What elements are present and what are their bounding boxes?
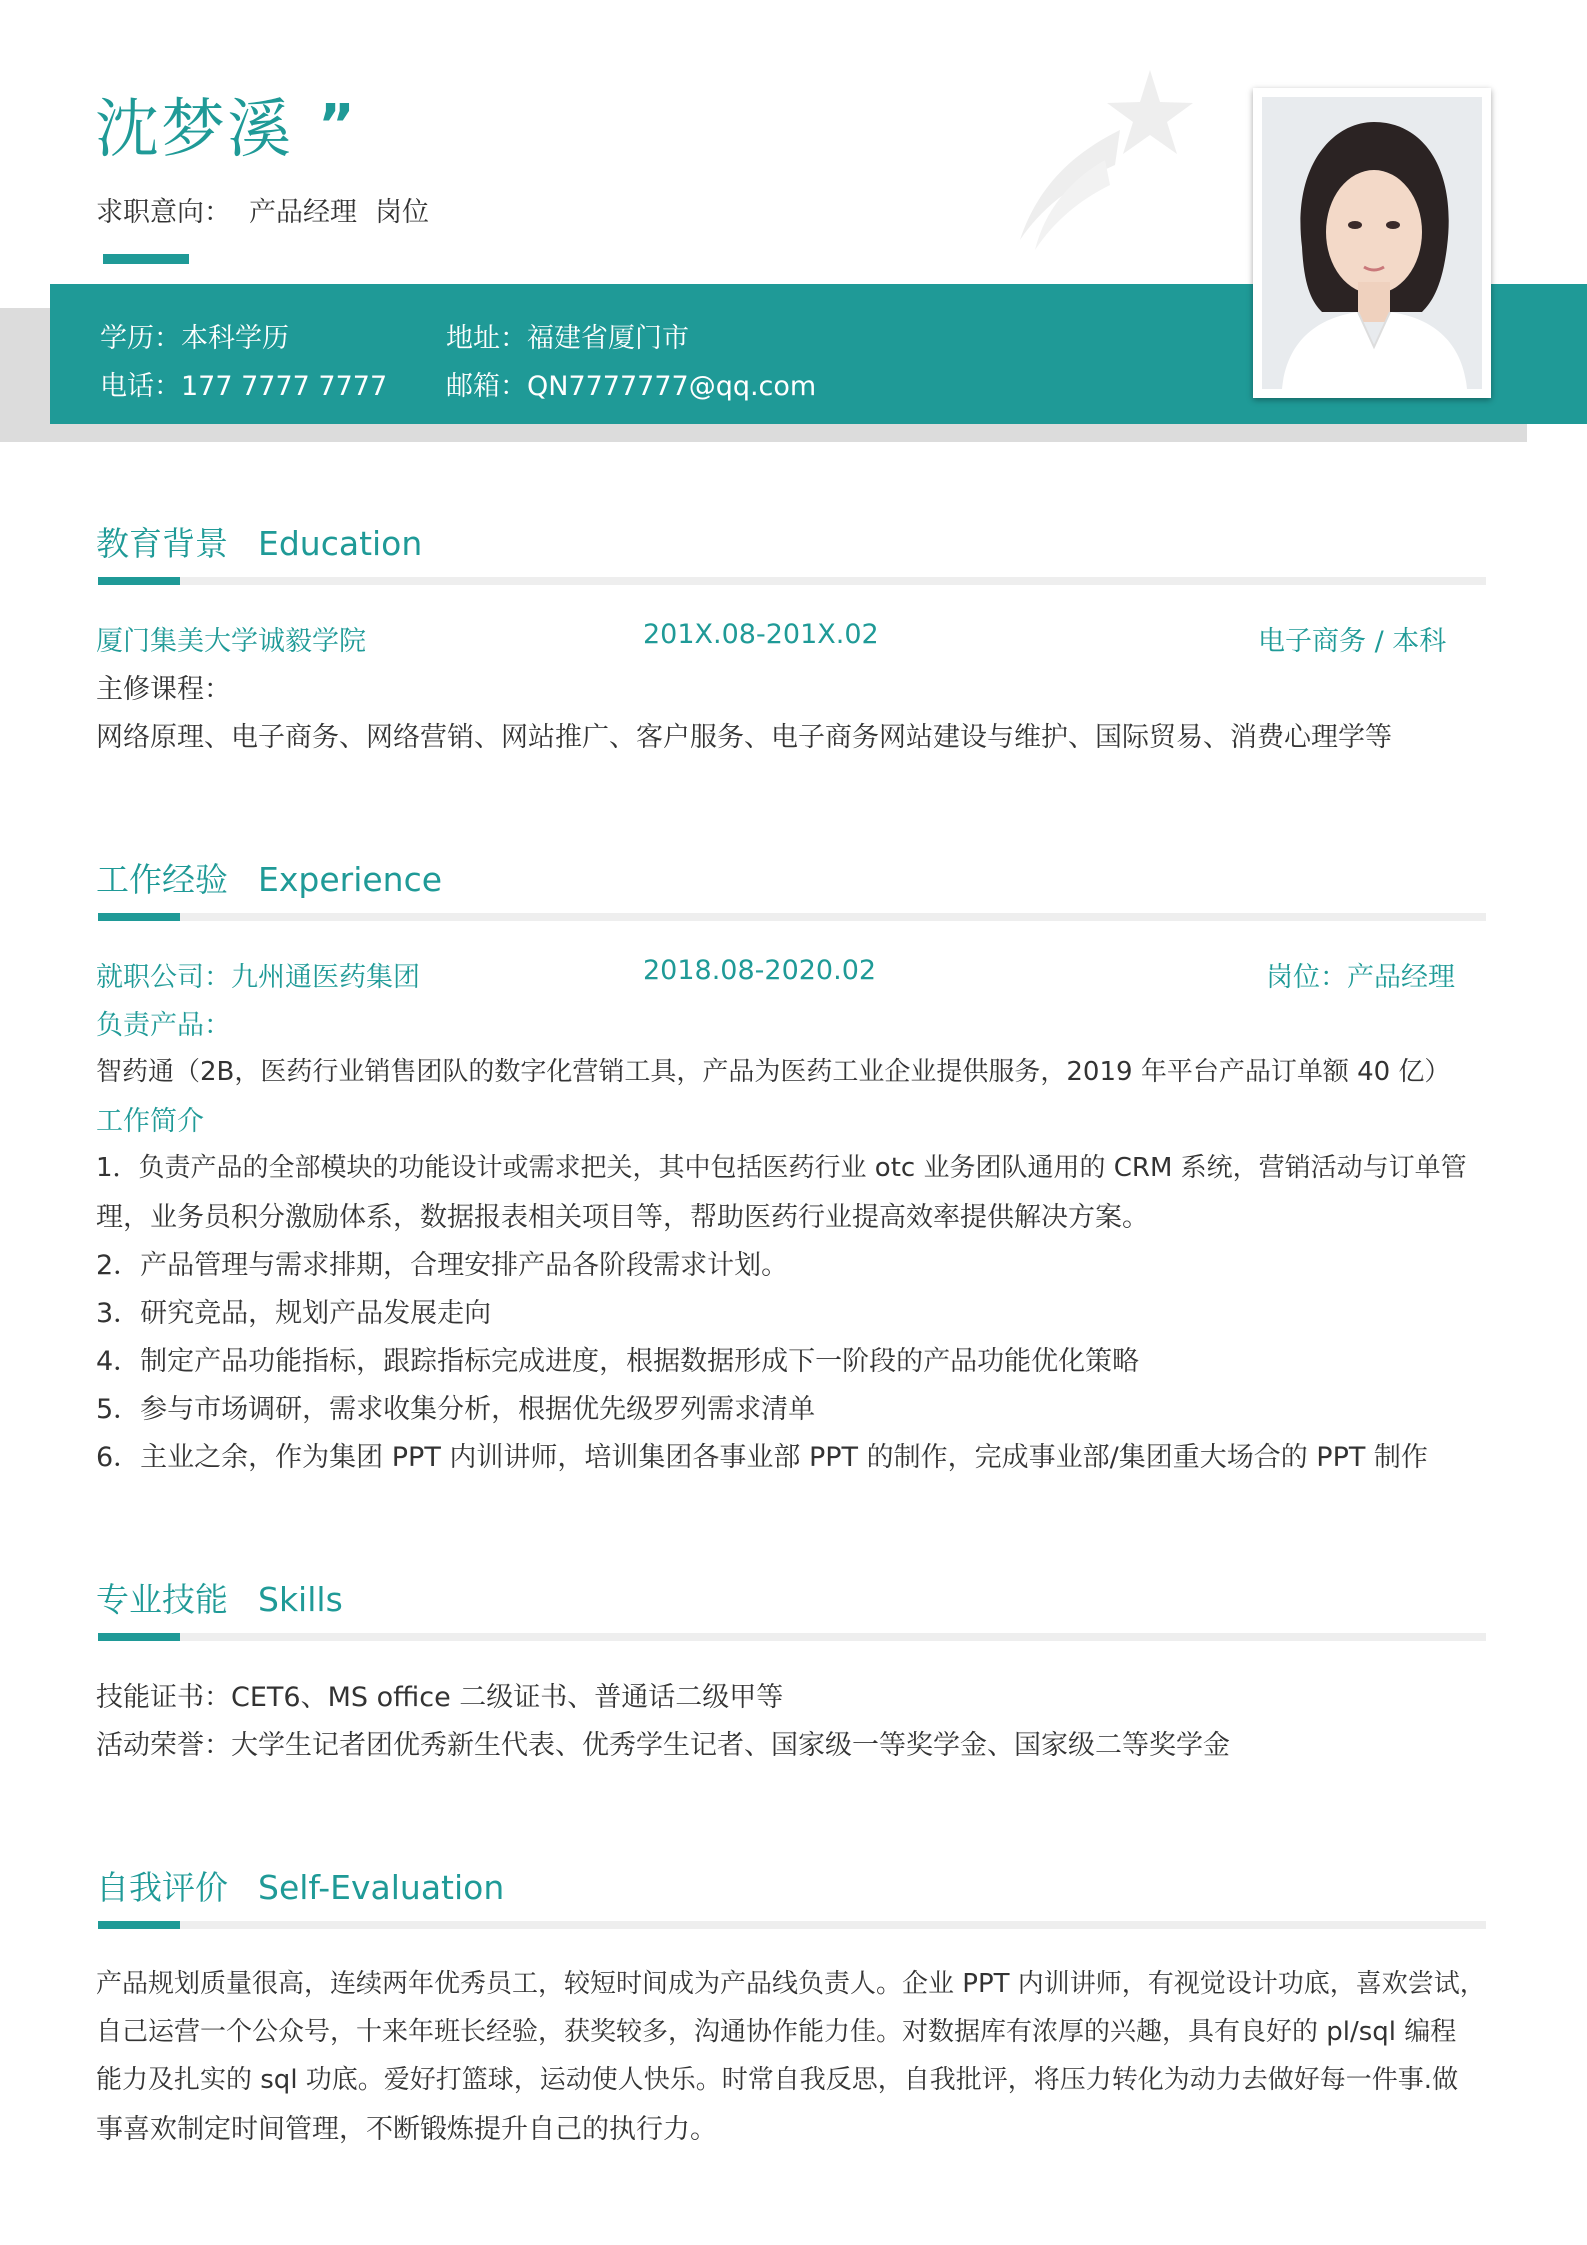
experience-title-en: Experience: [258, 860, 443, 899]
skills-accent: [98, 1633, 180, 1641]
skills-title: [96, 1574, 343, 1621]
experience-item: 5．参与市场调研，需求收集分析，根据优先级罗列需求清单: [96, 1394, 816, 1425]
skills-title-en: Skills: [258, 1580, 343, 1619]
experience-item: 2．产品管理与需求排期，合理安排产品各阶段需求计划。: [96, 1250, 789, 1281]
skills-title-cn: 专业技能: [96, 1580, 228, 1619]
quote-mark: ”: [318, 93, 355, 158]
self-eval-divider: [98, 1921, 1486, 1929]
education-divider: [98, 577, 1486, 585]
experience-title-cn: 工作经验: [96, 860, 228, 899]
self-eval-accent: [98, 1921, 180, 1929]
education-title: [96, 518, 422, 565]
experience-company: 就职公司：九州通医药集团: [96, 962, 420, 993]
self-eval-line: 能力及扎实的 sql 功底。爱好打篮球，运动使人快乐。时常自我反思，自我批评，将压力转化为动力去做好每一件事.做: [96, 2065, 1459, 2095]
info-email: 邮箱：QN7777777@qq.com: [446, 371, 817, 402]
product-description: 智药通（2B，医药行业销售团队的数字化营销工具，产品为医药工业企业提供服务，2019 年平台产品订单额 40 亿）: [96, 1057, 1451, 1087]
experience-position: 岗位：产品经理: [1266, 962, 1455, 993]
info-address: 地址：福建省厦门市: [446, 323, 689, 354]
experience-period: 2018.08-2020.02: [643, 955, 877, 986]
experience-item: 3．研究竞品，规划产品发展走向: [96, 1298, 492, 1329]
self-eval-title-cn: 自我评价: [96, 1868, 228, 1907]
education-accent: [98, 577, 180, 585]
courses-list: 网络原理、电子商务、网络营销、网站推广、客户服务、电子商务网站建设与维护、国际贸易、消费心理学等: [96, 722, 1392, 753]
info-phone: 电话：177 7777 7777: [100, 371, 388, 402]
self-eval-line: 事喜欢制定时间管理，不断锻炼提升自己的执行力。: [96, 2114, 717, 2145]
education-title-cn: 教育背景: [96, 524, 228, 563]
experience-title: [96, 854, 442, 901]
candidate-name: 沈梦溪: [95, 93, 293, 167]
experience-item: 6．主业之余，作为集团 PPT 内训讲师，培训集团各事业部 PPT 的制作，完成事业部/集团重大场合的 PPT 制作: [96, 1442, 1428, 1473]
education-title-en: Education: [258, 524, 423, 563]
info-education: 学历：本科学历: [100, 323, 289, 354]
courses-label: 主修课程：: [96, 674, 231, 705]
header-accent-bar: [103, 254, 189, 264]
summary-label: 工作简介: [96, 1106, 204, 1137]
self-eval-line: 产品规划质量很高，连续两年优秀员工，较短时间成为产品线负责人。企业 PPT 内训讲师，有视觉设计功底，喜欢尝试，: [96, 1969, 1486, 1999]
experience-item: 4．制定产品功能指标，跟踪指标完成进度，根据数据形成下一阶段的产品功能优化策略: [96, 1346, 1140, 1377]
experience-item: 理，业务员积分激励体系，数据报表相关项目等，帮助医药行业提高效率提供解决方案。: [96, 1202, 1149, 1233]
education-school: 厦门集美大学诚毅学院: [96, 626, 366, 657]
product-label: 负责产品：: [96, 1010, 231, 1041]
education-period: 201X.08-201X.02: [643, 619, 879, 650]
education-major: 电子商务 / 本科: [1258, 626, 1447, 657]
job-intent-suffix: 岗位: [375, 197, 429, 228]
profile-photo: [1253, 88, 1491, 398]
experience-divider: [98, 913, 1486, 921]
skills-divider: [98, 1633, 1486, 1641]
experience-item: 1．负责产品的全部模块的功能设计或需求把关，其中包括医药行业 otc 业务团队通用的 CRM 系统，营销活动与订单管: [96, 1153, 1467, 1183]
self-eval-title: [96, 1862, 504, 1909]
job-intent: [96, 190, 447, 229]
self-eval-title-en: Self-Evaluation: [258, 1868, 505, 1907]
job-intent-label: 求职意向：: [96, 197, 231, 228]
experience-accent: [98, 913, 180, 921]
shooting-star-icon: [1000, 60, 1200, 260]
skills-certificates: 技能证书：CET6、MS office 二级证书、普通话二级甲等: [96, 1682, 784, 1713]
skills-honors: 活动荣誉：大学生记者团优秀新生代表、优秀学生记者、国家级一等奖学金、国家级二等奖学金: [96, 1730, 1230, 1761]
job-intent-value: 产品经理: [249, 197, 357, 228]
self-eval-line: 自己运营一个公众号，十来年班长经验，获奖较多，沟通协作能力佳。对数据库有浓厚的兴趣，具有良好的 pl/sql 编程: [96, 2017, 1457, 2047]
avatar: [1262, 97, 1482, 389]
